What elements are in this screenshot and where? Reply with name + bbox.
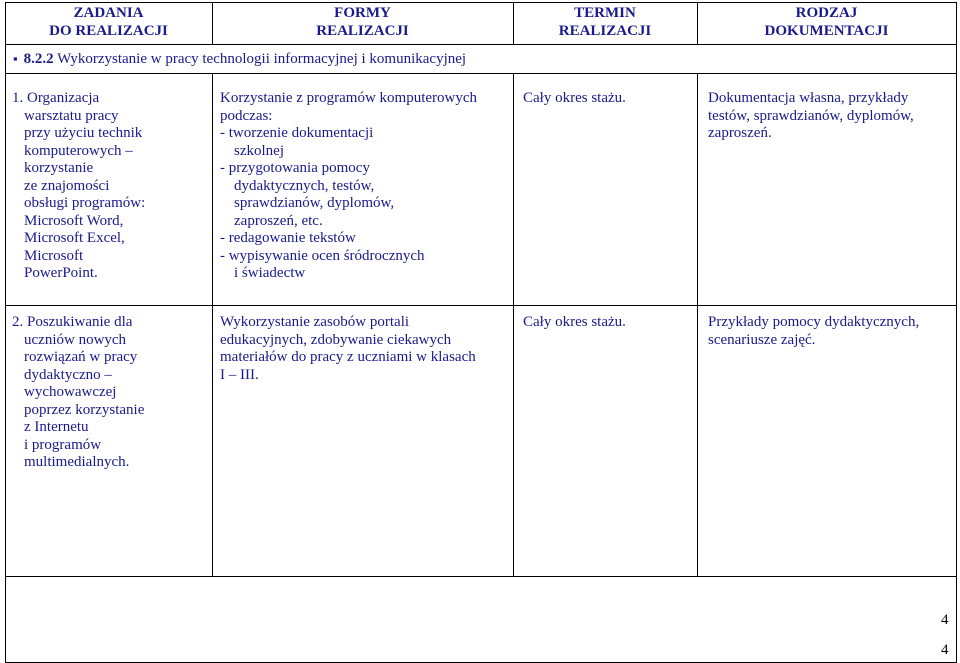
table-border-right <box>956 2 957 662</box>
header-documentation: RODZAJ DOKUMENTACJI <box>764 5 889 39</box>
row1-term: Cały okres stażu. <box>523 90 626 106</box>
table-border-top <box>5 2 957 3</box>
row2-form: Wykorzystanie zasobów portali edukacyjnych, zdobywanie ciekawych materiałów do pracy z uczniami w klasach I – III. <box>220 314 476 383</box>
section-number: ▪ 8.2.2 <box>13 51 54 67</box>
row2-task: 2. Poszukiwanie dla uczniów nowych rozwiązań w pracy dydaktyczno – wychowawczej poprzez korzystanie z Internetu i programów multimedialnych. <box>12 314 145 470</box>
row1-form: Korzystanie z programów komputerowych podczas: - tworzenie dokumentacji szkolnej - przygotowania pomocy dydaktycznych, testów, sprawdzianów, dyplomów, zaproszeń, etc. - redagowanie tekstów - wypisywanie ocen śródrocznych i świadectw <box>220 90 478 281</box>
header-separator <box>5 44 957 45</box>
table-border-left <box>5 2 6 662</box>
section-title-text: Wykorzystanie w pracy technologii informacyjnej i komunikacyjnej <box>57 51 467 67</box>
section-separator <box>5 73 957 74</box>
row1-documentation: Dokumentacja własna, przykłady testów, sprawdzianów, dyplomów, zaproszeń. <box>708 90 914 141</box>
col-divider-2-body <box>513 73 514 576</box>
header-forms: FORMY REALIZACJI <box>316 5 409 39</box>
row2-term: Cały okres stażu. <box>523 314 626 330</box>
row1-task: 1. Organizacja warsztatu pracy przy użyciu technik komputerowych – korzystanie ze znajomości obsługi programów: Microsoft Word, Microsoft Excel, Microsoft PowerPoint. <box>12 90 146 281</box>
row1-separator <box>5 305 957 306</box>
col-divider-3-body <box>697 73 698 576</box>
col-divider-1-body <box>212 73 213 576</box>
table-border-bottom <box>5 576 957 577</box>
header-term: TERMIN REALIZACJI <box>558 5 652 39</box>
row2-documentation: Przykłady pomocy dydaktycznych, scenariusze zajęć. <box>708 314 920 348</box>
page-number: 4 <box>941 642 949 658</box>
page-box-number: 4 <box>941 612 949 628</box>
section-title <box>13 50 466 68</box>
header-tasks: ZADANIA DO REALIZACJI <box>49 5 168 39</box>
